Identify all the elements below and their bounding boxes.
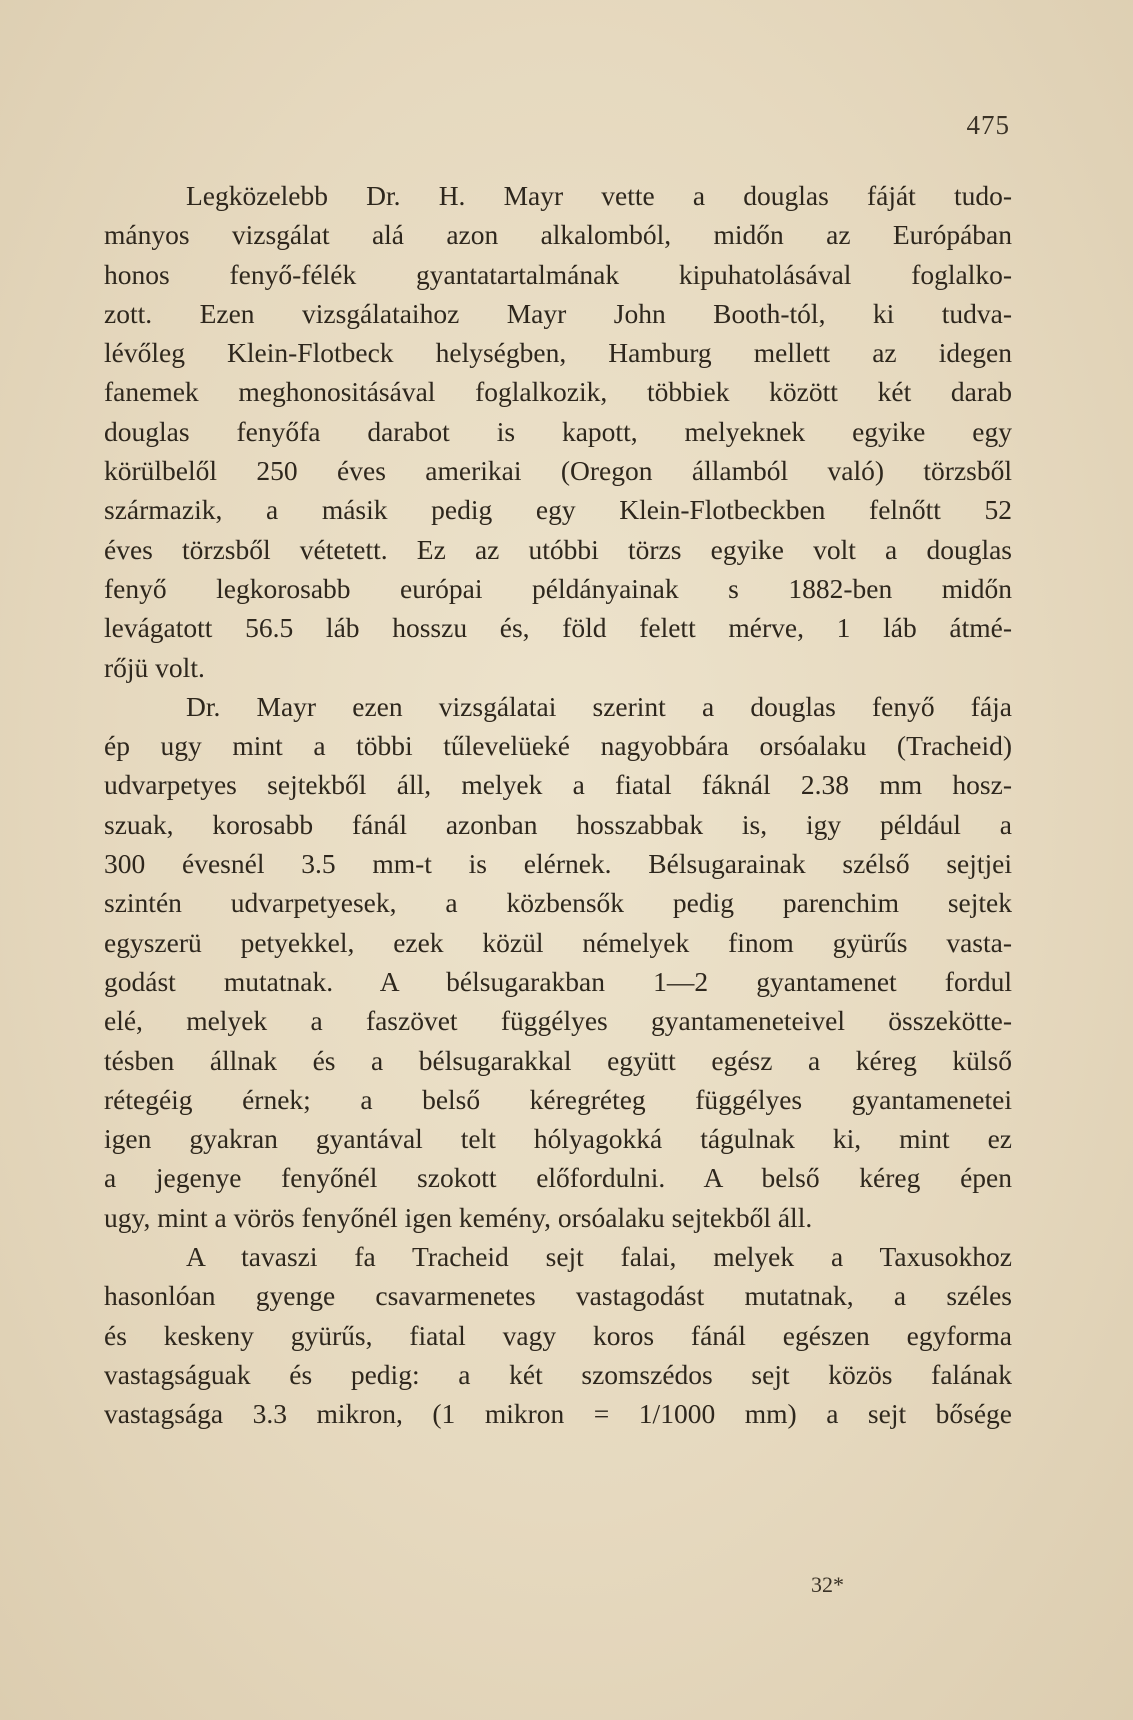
text-line: ép ugy mint a többi tűlevelüeké nagyobbára orsóalaku (Tracheid) [104, 730, 1012, 762]
text-line: elé, melyek a faszövet függélyes gyantameneteivel összekötte- [104, 1005, 1012, 1037]
text-line: vastagsága 3.3 mikron, (1 mikron = 1/1000 mm) a sejt bősége [104, 1398, 1012, 1430]
text-line: Legközelebb Dr. H. Mayr vette a douglas fáját tudo- [186, 180, 1012, 211]
text-line: rőjü volt. [104, 651, 205, 683]
text-line: lévőleg Klein-Flotbeck helységben, Hamburg mellett az idegen [104, 337, 1012, 369]
text-line: származik, a másik pedig egy Klein-Flotbeckben felnőtt 52 [104, 494, 1012, 526]
text-line: douglas fenyőfa darabot is kapott, melyeknek egyike egy [104, 415, 1012, 447]
text-line: és keskeny gyürűs, fiatal vagy koros fánál egészen egyforma [104, 1319, 1012, 1351]
signature-mark: 32* [811, 1572, 844, 1597]
body-text [104, 176, 1012, 1434]
text-line: ugy, mint a vörös fenyőnél igen kemény, orsóalaku sejtekből áll. [104, 1201, 813, 1233]
text-line: Dr. Mayr ezen vizsgálatai szerint a douglas fenyő fája [186, 690, 1012, 722]
text-line: rétegéig érnek; a belső kéregréteg függélyes gyantamenetei [104, 1083, 1012, 1115]
text-line: 300 évesnél 3.5 mm-t is elérnek. Bélsugarainak szélső sejtjei [104, 848, 1012, 880]
page-number: 475 [966, 110, 1010, 140]
text-line: levágatott 56.5 láb hosszu és, föld felett mérve, 1 láb átmé- [104, 612, 1012, 644]
text-line: körülbelől 250 éves amerikai (Oregon államból való) törzsből [104, 455, 1012, 487]
text-line: szintén udvarpetyesek, a közbensők pedig parenchim sejtek [104, 887, 1012, 919]
text-line: honos fenyő-félék gyantatartalmának kipuhatolásával foglalko- [104, 258, 1012, 290]
text-line: a jegenye fenyőnél szokott előfordulni. A belső kéreg épen [104, 1162, 1012, 1194]
text-line: mányos vizsgálat alá azon alkalomból, midőn az Európában [104, 219, 1012, 251]
text-line: zott. Ezen vizsgálataihoz Mayr John Booth-tól, ki tudva- [104, 297, 1012, 329]
text-line: godást mutatnak. A bélsugarakban 1—2 gyantamenet fordul [104, 965, 1012, 997]
text-line: szuak, korosabb fánál azonban hosszabbak is, igy például a [104, 808, 1012, 840]
text-line: hasonlóan gyenge csavarmenetes vastagodást mutatnak, a széles [104, 1280, 1012, 1312]
text-line: tésben állnak és a bélsugarakkal együtt egész a kéreg külső [104, 1044, 1012, 1076]
text-line: fanemek meghonositásával foglalkozik, többiek között két darab [104, 376, 1012, 408]
text-line: A tavaszi fa Tracheid sejt falai, melyek a Taxusokhoz [186, 1241, 1012, 1273]
text-line: fenyő legkorosabb európai példányainak s 1882-ben midőn [104, 572, 1012, 604]
text-line: vastagságuak és pedig: a két szomszédos sejt közös falának [104, 1358, 1012, 1390]
text-line: éves törzsből vétetett. Ez az utóbbi törzs egyike volt a douglas [104, 533, 1012, 565]
text-line: igen gyakran gyantával telt hólyagokká tágulnak ki, mint ez [104, 1123, 1012, 1155]
text-line: udvarpetyes sejtekből áll, melyek a fiatal fáknál 2.38 mm hosz- [104, 769, 1012, 801]
text-line: egyszerü petyekkel, ezek közül némelyek finom gyürűs vasta- [104, 926, 1012, 958]
